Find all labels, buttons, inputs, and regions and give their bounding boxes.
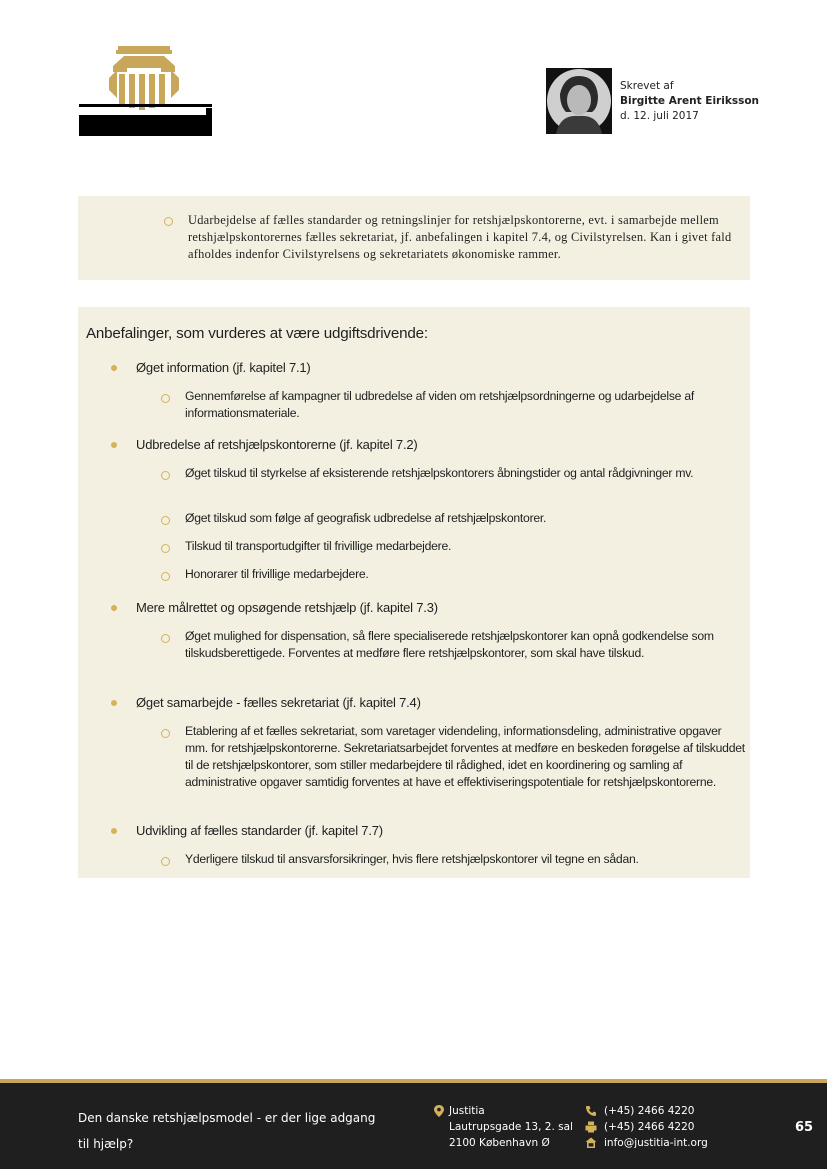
address-line-1: Lautrupsgade 13, 2. sal [449, 1121, 573, 1133]
org-name: Justitia [449, 1105, 485, 1117]
sub-item-text: Øget tilskud til styrkelse af eksisterende retshjælpskontorers åbningstider og antal rådgivninger mv. [185, 466, 694, 480]
sub-item-text: Tilskud til transportudgifter til frivillige medarbejdere. [185, 539, 452, 553]
page-number: 65 [795, 1120, 814, 1135]
bullet-label: Udbredelse af retshjælpskontorerne (jf. kapitel 7.2) [136, 437, 418, 452]
bullet-icon [111, 605, 117, 611]
sub-bullet-icon [161, 729, 170, 738]
sub-item-text: Udarbejdelse af fælles standarder og retningslinjer for retshjælpskontorerne, evt. i samarbejde mellem retshjælpskontorernes fælles sekretariat, jf. anbefalingen i kapitel 7.4, og Civilstyrelsen. Kan i givet fald afholdes indenfor Civilstyrelsens og sekretariatets økonomiske rammer. [188, 213, 732, 261]
written-by-label: Skrevet af [620, 80, 674, 92]
sub-item-text: Honorarer til frivillige medarbejdere. [185, 567, 369, 581]
bullet-label: Mere målrettet og opsøgende retshjælp (jf. kapitel 7.3) [136, 600, 438, 615]
document-title: Den danske retshjælpsmodel - er der lige adgang til hjælp? [78, 1111, 376, 1151]
sub-item-text: Øget mulighed for dispensation, så flere specialiserede retshjælpskontorer kan opnå godkendelse som tilskudsberettigede. Forventes at medføre flere retshjælpskontorer, som skal have tilskud. [185, 629, 714, 660]
bullet-label: Øget samarbejde - fælles sekretariat (jf. kapitel 7.4) [136, 695, 421, 710]
sub-item-text: Gennemførelse af kampagner til udbredelse af viden om retshjælpsordningerne og udarbejdelse af informationsmateriale. [185, 389, 694, 420]
sub-bullet-icon [161, 471, 170, 480]
sub-bullet-icon [161, 516, 170, 525]
page-footer [0, 1079, 827, 1169]
home-mail-icon [585, 1137, 597, 1149]
sub-item-text: Yderligere tilskud til ansvarsforsikringer, hvis flere retshjælpskontorer vil tegne en sådan. [185, 852, 639, 866]
sub-bullet-icon [164, 217, 173, 226]
bullet-icon [111, 828, 117, 834]
bullet-label: Øget information (jf. kapitel 7.1) [136, 360, 311, 375]
author-block [546, 68, 816, 134]
bullet-icon [111, 365, 117, 371]
phone-icon [585, 1105, 597, 1117]
bullet-icon [111, 442, 117, 448]
bullet-icon [111, 700, 117, 706]
continuation-box [78, 196, 750, 280]
address-line-2: 2100 København Ø [449, 1137, 550, 1149]
section-heading: Anbefalinger, som vurderes at være udgiftsdrivende: [86, 325, 428, 342]
sub-bullet-icon [161, 394, 170, 403]
author-photo [546, 68, 612, 134]
justitia-logo [79, 44, 212, 136]
fax-icon [585, 1121, 597, 1133]
author-name: Birgitte Arent Eiriksson [620, 95, 760, 107]
location-pin-icon [433, 1105, 445, 1117]
author-date: d. 12. juli 2017 [620, 110, 699, 122]
fax-number: (+45) 2466 4220 [604, 1121, 695, 1133]
email-link[interactable]: info@justitia-int.org [604, 1137, 708, 1149]
sub-bullet-icon [161, 572, 170, 581]
phone-number: (+45) 2466 4220 [604, 1105, 695, 1117]
recommendations-box [78, 307, 750, 878]
sub-item-text: Etablering af et fælles sekretariat, som varetager videndeling, informationsdeling, administrative opgaver mm. for retshjælpskontorerne. Sekretariatsarbejdet forventes at medføre en beskeden forøgelse af tilskuddet til de retshjælpskontorer, som stiller medarbejdere til rådighed, idet en koordinering og samling af administrative opgaver samtidig forventes at have et effektiviseringspotentiale for retshjælpskontorerne. [185, 724, 745, 789]
sub-bullet-icon [161, 634, 170, 643]
bullet-label: Udvikling af fælles standarder (jf. kapitel 7.7) [136, 823, 383, 838]
sub-item-text: Øget tilskud som følge af geografisk udbredelse af retshjælpskontorer. [185, 511, 547, 525]
sub-bullet-icon [161, 857, 170, 866]
sub-bullet-icon [161, 544, 170, 553]
